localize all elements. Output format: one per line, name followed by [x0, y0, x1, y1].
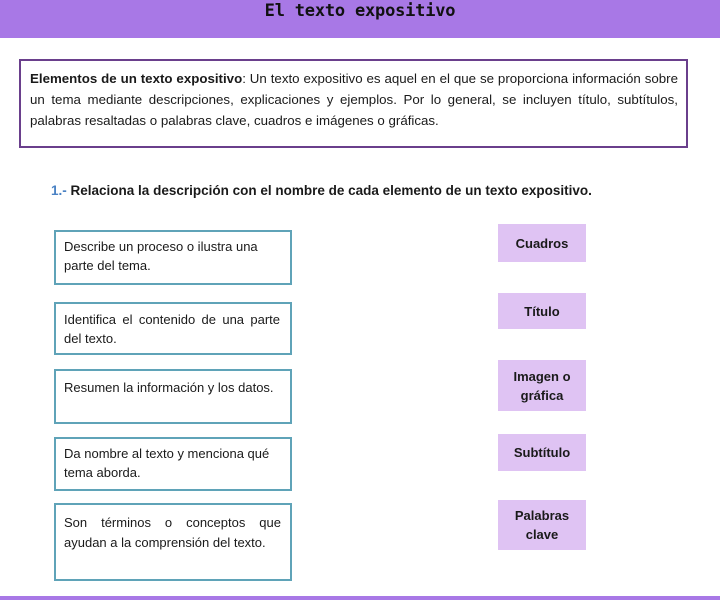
term-label-cuadros: Cuadros — [515, 235, 569, 251]
description-text-3: Resumen la información y los datos. — [64, 380, 274, 395]
term-box-cuadros — [498, 224, 586, 262]
activity-text: Relaciona la descripción con el nombre de cada elemento de un texto expositivo. — [70, 183, 592, 198]
activity-number: 1.- — [51, 183, 67, 198]
intro-label: Elementos de un texto expositivo — [30, 71, 243, 86]
bottom-accent-line — [0, 596, 720, 600]
description-text-2: Identifica el contenido de una parte del texto. — [64, 312, 280, 346]
description-box-1 — [54, 230, 292, 285]
description-box-2 — [54, 302, 292, 355]
description-text-4: Da nombre al texto y menciona qué tema aborda. — [64, 446, 270, 480]
description-text-5: Son términos o conceptos que ayudan a la comprensión del texto. — [64, 515, 281, 550]
intro-text: : Un texto expositivo es aquel en el que se proporciona información sobre un tema mediante descripciones, explicaciones y ejemplos. Por lo general, se incluyen título, subtítulos, palabras resaltadas o palabras clave, cuadros e imágenes o gráficas. — [30, 71, 678, 128]
term-box-palabras-clave — [498, 500, 586, 550]
page-title: El texto expositivo — [264, 1, 456, 21]
header-bar — [0, 0, 720, 38]
term-box-subtitulo — [498, 434, 586, 471]
description-text-1: Describe un proceso o ilustra una parte del tema. — [64, 239, 258, 273]
term-label-subtitulo: Subtítulo — [513, 445, 571, 460]
term-label-palabras-clave: Palabras clave — [514, 508, 570, 542]
term-box-imagen — [498, 360, 586, 411]
description-box-3 — [54, 369, 292, 424]
intro-box — [19, 59, 688, 148]
term-box-titulo — [498, 293, 586, 329]
activity-instruction — [51, 182, 691, 200]
term-label-imagen: Imagen o gráfica — [513, 368, 571, 403]
description-box-5 — [54, 503, 292, 581]
description-box-4 — [54, 437, 292, 491]
term-label-titulo: Título — [524, 303, 560, 319]
